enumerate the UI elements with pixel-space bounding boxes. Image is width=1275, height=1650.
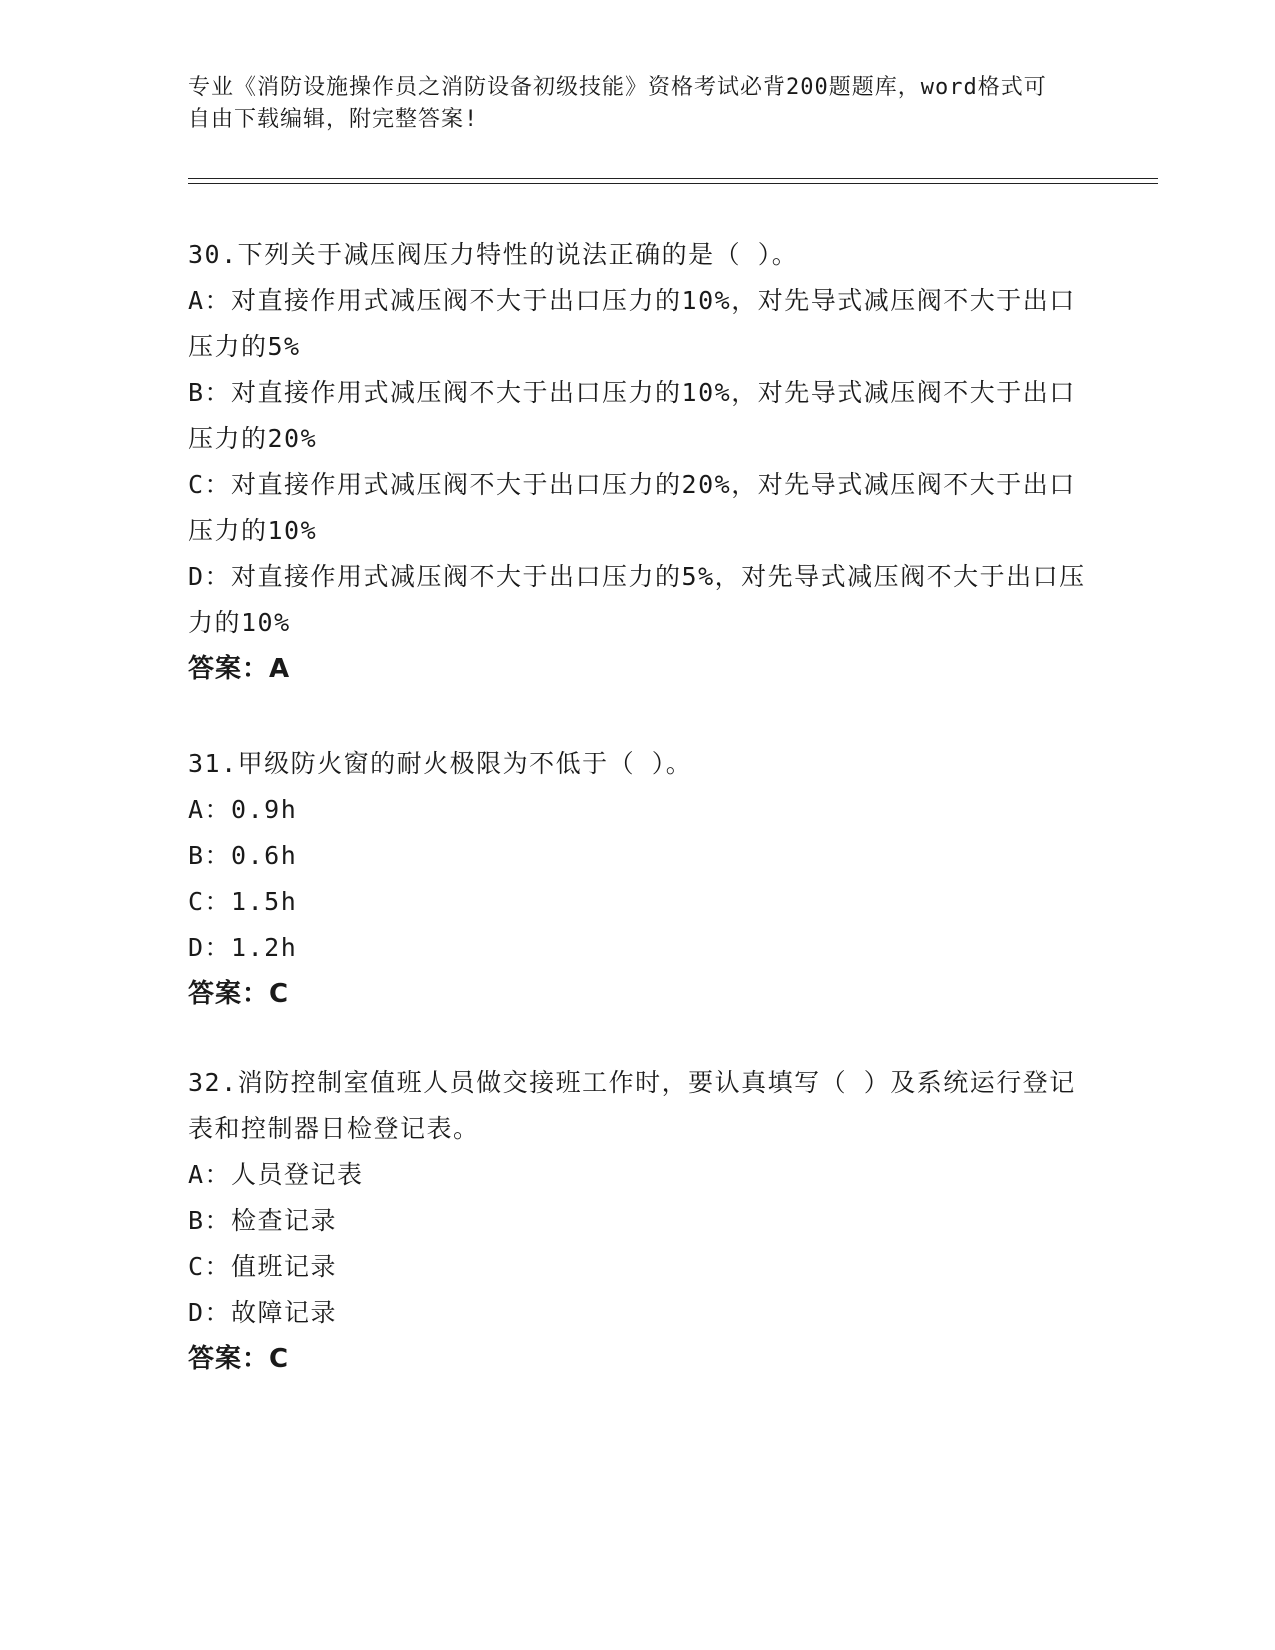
option-d: D：故障记录 xyxy=(188,1298,338,1327)
option-c: C：对直接作用式减压阀不大于出口压力的20%，对先导式减压阀不大于出口压力的10% xyxy=(188,470,1076,545)
question-30 xyxy=(188,232,1088,692)
option-b: B：检查记录 xyxy=(188,1206,338,1235)
option-c: C：1.5h xyxy=(188,887,298,916)
option-a: A：人员登记表 xyxy=(188,1160,364,1189)
header-divider-bottom xyxy=(188,183,1158,184)
option-c: C：值班记录 xyxy=(188,1252,338,1281)
question-32 xyxy=(188,1060,1088,1382)
question-stem: 31.甲级防火窗的耐火极限为不低于（ ）。 xyxy=(188,749,693,778)
option-d: D：1.2h xyxy=(188,933,298,962)
header-divider-top xyxy=(188,178,1158,179)
option-b: B：0.6h xyxy=(188,841,298,870)
document-header: 专业《消防设施操作员之消防设备初级技能》资格考试必背200题题库，word格式可自由下载编辑，附完整答案! xyxy=(188,75,1047,132)
option-d: D：对直接作用式减压阀不大于出口压力的5%，对先导式减压阀不大于出口压力的10% xyxy=(188,562,1086,637)
question-stem: 30.下列关于减压阀压力特性的说法正确的是（ ）。 xyxy=(188,240,799,269)
option-b: B：对直接作用式减压阀不大于出口压力的10%，对先导式减压阀不大于出口压力的20% xyxy=(188,378,1076,453)
answer: 答案：A xyxy=(188,654,291,684)
question-31 xyxy=(188,741,1088,1017)
option-a: A：0.9h xyxy=(188,795,298,824)
question-stem: 32.消防控制室值班人员做交接班工作时，要认真填写（ ）及系统运行登记表和控制器日检登记表。 xyxy=(188,1068,1076,1143)
answer: 答案：C xyxy=(188,1344,290,1374)
option-a: A：对直接作用式减压阀不大于出口压力的10%，对先导式减压阀不大于出口压力的5% xyxy=(188,286,1076,361)
answer: 答案：C xyxy=(188,979,290,1009)
